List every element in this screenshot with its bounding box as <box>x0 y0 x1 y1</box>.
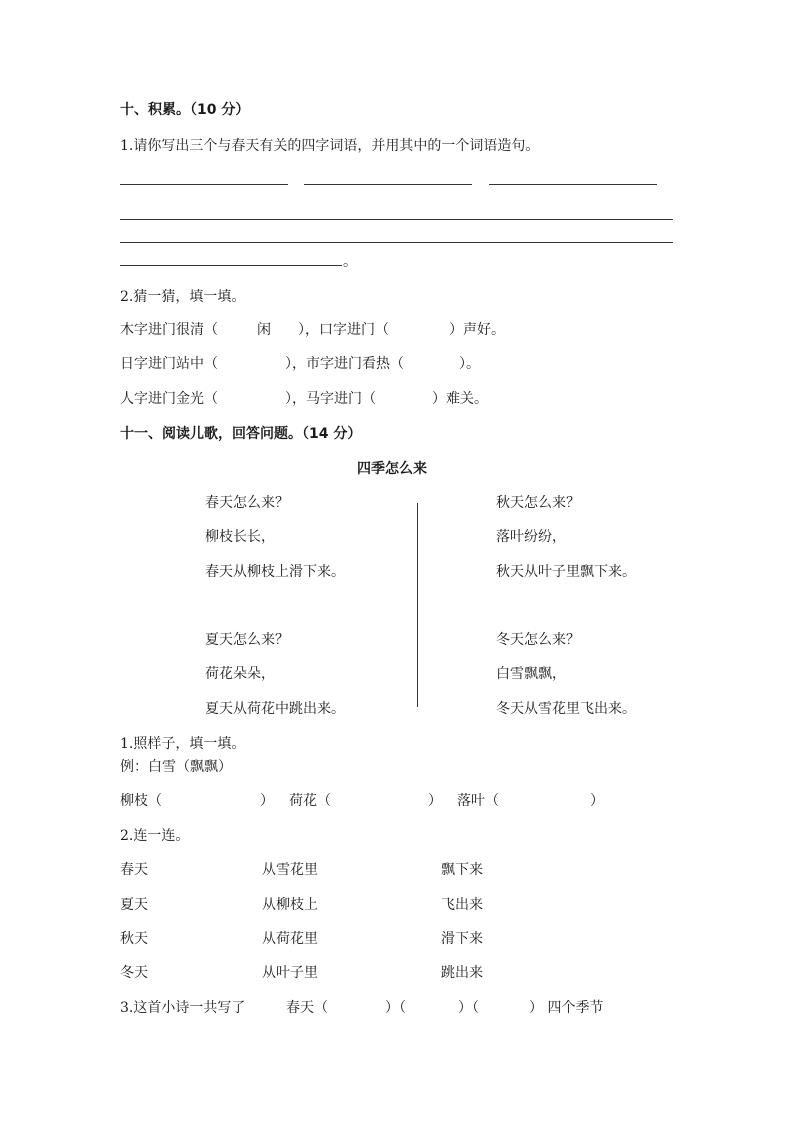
poem-line: 夏天从荷花中跳出来。 <box>205 701 345 717</box>
riddle-part-2: ），马字进门（ <box>285 391 376 407</box>
poem-line: 冬天怎么来？ <box>496 632 580 648</box>
match-season[interactable]: 秋天 <box>120 931 148 947</box>
fill-label: 落叶（ <box>457 793 499 809</box>
match-action[interactable]: 跳出来 <box>441 965 483 981</box>
poem-line: 夏天怎么来？ <box>205 632 289 648</box>
match-action[interactable]: 滑下来 <box>441 931 483 947</box>
riddle-part-2: ），市字进门看热（ <box>285 356 404 372</box>
question-3-blank: ）（ <box>385 1000 406 1016</box>
match-place[interactable]: 从雪花里 <box>262 862 318 878</box>
question-2-prompt: 2.连一连。 <box>120 828 190 844</box>
riddle-part-3: ）。 <box>459 356 480 372</box>
match-place[interactable]: 从叶子里 <box>262 965 318 981</box>
section-11-title: 十一、阅读儿歌，回答问题。（14 分） <box>120 426 362 442</box>
example-text: 例：白雪（飘飘） <box>120 759 232 775</box>
fill-close: ） <box>260 793 274 809</box>
answer-line-sentence-3[interactable] <box>120 265 342 266</box>
poem-line: 荷花朵朵， <box>205 666 275 682</box>
question-3-suffix: ） 四个季节 <box>529 1000 604 1016</box>
fill-close: ） <box>590 793 604 809</box>
question-3-first: 春天（ <box>286 1000 328 1016</box>
answer-line-sentence-1[interactable] <box>120 219 673 220</box>
poem-line: 落叶纷纷， <box>496 529 566 545</box>
riddle-part-1: 日字进门站中（ <box>120 356 218 372</box>
riddle-part-3: ）声好。 <box>449 322 505 338</box>
match-action[interactable]: 飞出来 <box>441 897 483 913</box>
riddle-part-1: 木字进门很清（ <box>120 322 218 338</box>
poem-line: 秋天从叶子里飘下来。 <box>496 564 636 580</box>
riddle-part-2: ），口字进门（ <box>298 322 389 338</box>
poem-line: 秋天怎么来？ <box>496 495 580 511</box>
poem-line: 冬天从雪花里飞出来。 <box>496 701 636 717</box>
question-1-prompt: 1.照样子，填一填。 <box>120 736 246 752</box>
fill-label: 荷花（ <box>289 793 331 809</box>
poem-line: 柳枝长长， <box>205 529 275 545</box>
section-10-title: 十、积累。（10 分） <box>120 102 250 118</box>
poem-divider <box>417 503 418 707</box>
answer-blank-word-1[interactable] <box>120 184 288 185</box>
sentence-end-mark: 。 <box>343 254 357 270</box>
match-place[interactable]: 从荷花里 <box>262 931 318 947</box>
answer-line-sentence-2[interactable] <box>120 242 673 243</box>
riddle-part-1: 人字进门金光（ <box>120 391 218 407</box>
match-season[interactable]: 春天 <box>120 862 148 878</box>
poem-title: 四季怎么来 <box>357 461 427 477</box>
riddle-part-3: ）难关。 <box>432 391 488 407</box>
match-season[interactable]: 冬天 <box>120 965 148 981</box>
answer-blank-word-3[interactable] <box>489 184 657 185</box>
match-action[interactable]: 飘下来 <box>441 862 483 878</box>
match-season[interactable]: 夏天 <box>120 897 148 913</box>
question-2-prompt: 2.猜一猜，填一填。 <box>120 289 246 305</box>
answer-blank-word-2[interactable] <box>304 184 472 185</box>
poem-line: 白雪飘飘， <box>496 666 566 682</box>
match-place[interactable]: 从柳枝上 <box>262 897 318 913</box>
fill-label: 柳枝（ <box>120 793 162 809</box>
question-3-blank: ）（ <box>458 1000 479 1016</box>
poem-line: 春天怎么来？ <box>205 495 289 511</box>
poem-line: 春天从柳枝上滑下来。 <box>205 564 345 580</box>
question-1-prompt: 1.请你写出三个与春天有关的四字词语，并用其中的一个词语造句。 <box>120 138 540 154</box>
fill-close: ） <box>428 793 442 809</box>
riddle-answer[interactable]: 闲 <box>257 322 271 338</box>
question-3-prompt: 3.这首小诗一共写了 <box>120 1000 246 1016</box>
